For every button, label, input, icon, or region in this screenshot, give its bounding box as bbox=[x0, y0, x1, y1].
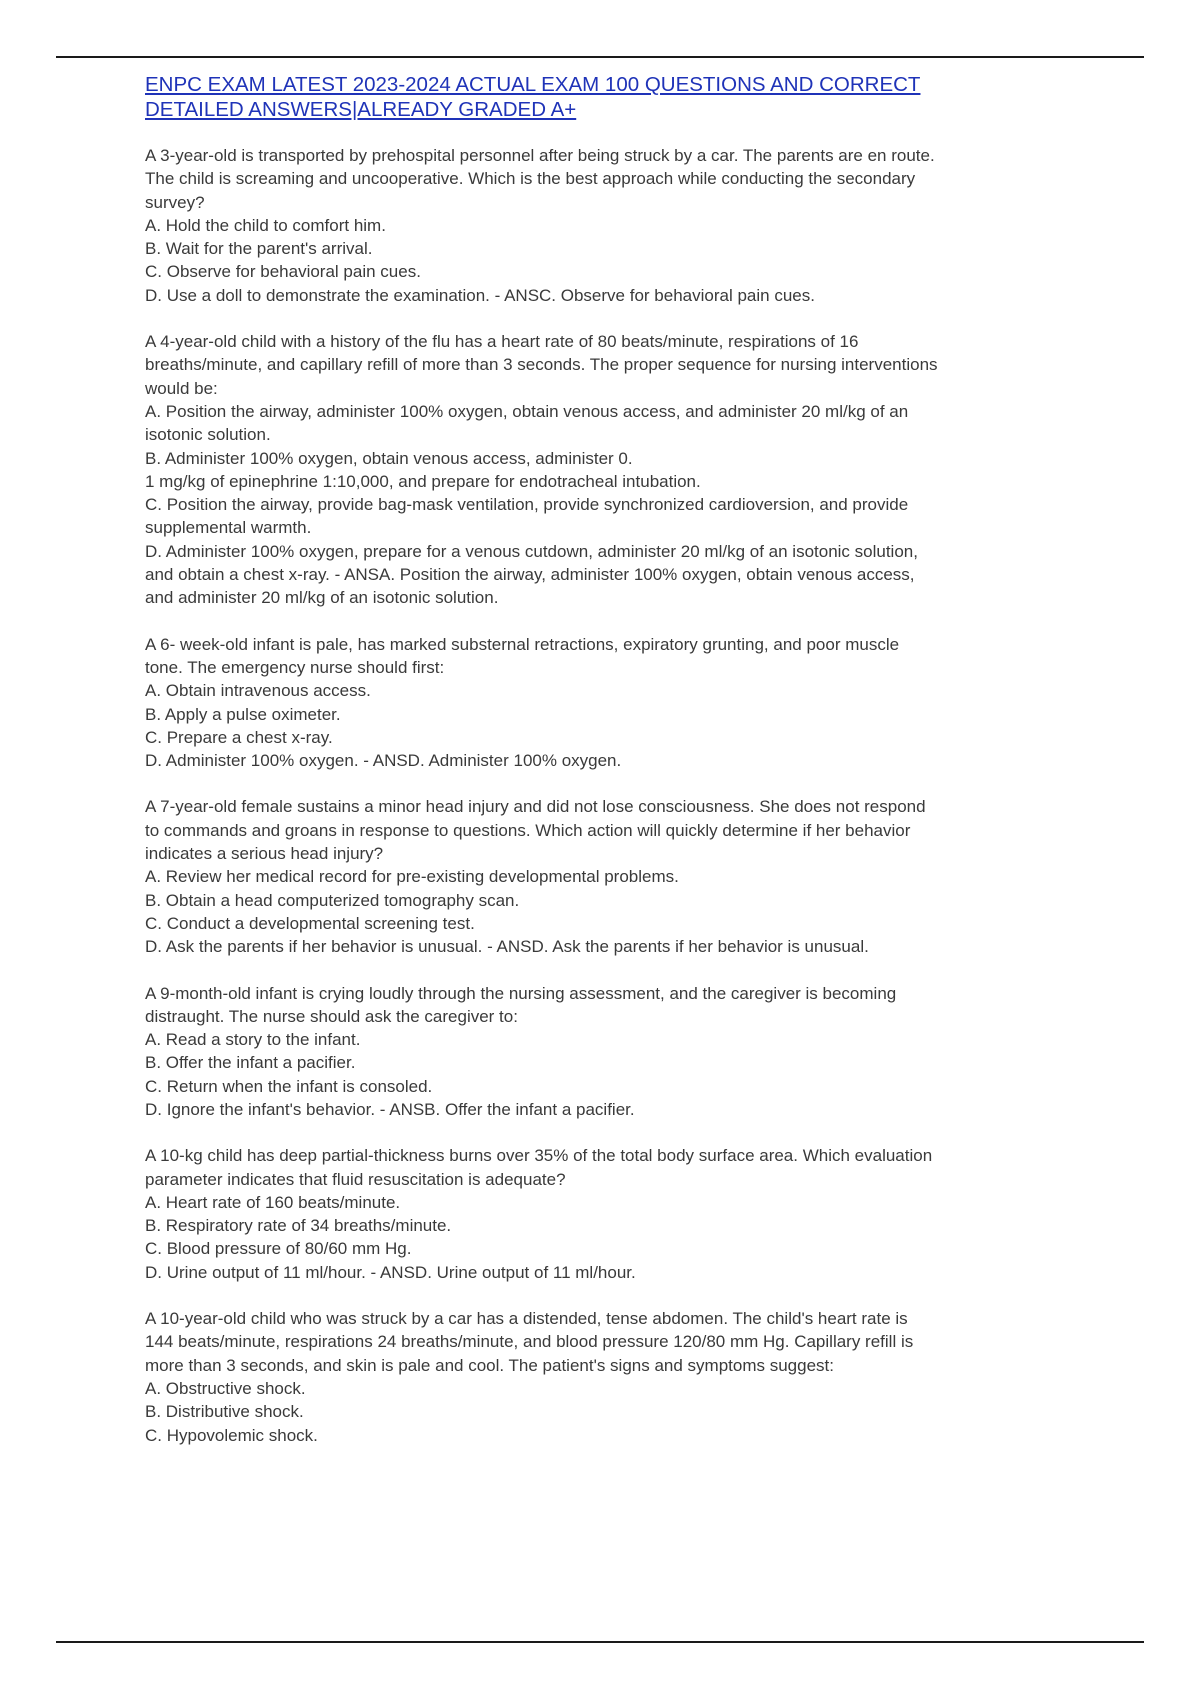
question-text-line: A 10-year-old child who was struck by a car has a distended, tense abdomen. The child's heart rate is bbox=[145, 1309, 908, 1329]
document-title[interactable] bbox=[145, 72, 1095, 122]
question-text-line: D. Administer 100% oxygen, prepare for a venous cutdown, administer 20 ml/kg of an isotonic solution, bbox=[145, 541, 918, 561]
question-text-line: A 3-year-old is transported by prehospital personnel after being struck by a car. The parents are en route. bbox=[145, 146, 935, 165]
question-text-line: D. Administer 100% oxygen. - ANSD. Administer 100% oxygen. bbox=[145, 751, 622, 771]
question-text-line: A. Obstructive shock. bbox=[145, 1378, 306, 1398]
question-text-line: B. Wait for the parent's arrival. bbox=[145, 239, 373, 259]
question-text-line: A. Position the airway, administer 100% oxygen, obtain venous access, and administer 20 ml/kg of an bbox=[145, 401, 909, 421]
question-text-line: more than 3 seconds, and skin is pale and cool. The patient's signs and symptoms suggest: bbox=[145, 1355, 834, 1375]
question-block bbox=[145, 1307, 1095, 1447]
top-rule bbox=[56, 56, 1144, 58]
question-text-line: to commands and groans in response to questions. Which action will quickly determine if her behavior bbox=[145, 820, 911, 840]
question-text-line: isotonic solution. bbox=[145, 425, 271, 445]
question-text-line: breaths/minute, and capillary refill of more than 3 seconds. The proper sequence for nursing interventions bbox=[145, 355, 938, 375]
question-text-line: A 10-kg child has deep partial-thickness burns over 35% of the total body surface area. Which evaluation bbox=[145, 1146, 933, 1166]
question-text-line: D. Urine output of 11 ml/hour. - ANSD. Urine output of 11 ml/hour. bbox=[145, 1262, 636, 1282]
question-text-line: indicates a serious head injury? bbox=[145, 844, 384, 864]
document-body bbox=[145, 72, 1095, 1470]
question-text-line: 1 mg/kg of epinephrine 1:10,000, and prepare for endotracheal intubation. bbox=[145, 471, 701, 491]
question-block bbox=[145, 1144, 1095, 1284]
question-text-line: A. Obtain intravenous access. bbox=[145, 681, 371, 701]
question-text-line: 144 beats/minute, respirations 24 breaths/minute, and blood pressure 120/80 mm Hg. Capillary refill is bbox=[145, 1332, 914, 1352]
question-text-line: A 6- week-old infant is pale, has marked substernal retractions, expiratory grunting, and poor muscle bbox=[145, 634, 900, 654]
question-text-line: B. Respiratory rate of 34 breaths/minute. bbox=[145, 1216, 452, 1236]
question-block bbox=[145, 633, 1095, 773]
question-text-line: C. Prepare a chest x-ray. bbox=[145, 727, 333, 747]
bottom-rule bbox=[56, 1641, 1144, 1643]
question-text-line: B. Distributive shock. bbox=[145, 1402, 304, 1422]
question-text-line: A 7-year-old female sustains a minor head injury and did not lose consciousness. She does not respond bbox=[145, 797, 926, 817]
question-text-line: and obtain a chest x-ray. - ANSA. Position the airway, administer 100% oxygen, obtain venous access, bbox=[145, 565, 915, 585]
question-block bbox=[145, 330, 1095, 610]
question-text-line: supplemental warmth. bbox=[145, 518, 312, 538]
question-text-line: B. Obtain a head computerized tomography scan. bbox=[145, 890, 520, 910]
question-text-line: A. Heart rate of 160 beats/minute. bbox=[145, 1192, 401, 1212]
question-text-line: would be: bbox=[145, 378, 218, 398]
question-text-line: distraught. The nurse should ask the caregiver to: bbox=[145, 1006, 518, 1026]
question-block bbox=[145, 795, 1095, 958]
question-text-line: D. Ask the parents if her behavior is unusual. - ANSD. Ask the parents if her behavior is unusual. bbox=[145, 937, 869, 957]
question-list bbox=[145, 144, 1095, 1447]
question-block bbox=[145, 144, 1095, 307]
question-text-line: survey? bbox=[145, 192, 205, 212]
question-text-line: C. Position the airway, provide bag-mask ventilation, provide synchronized cardioversion, and provide bbox=[145, 495, 909, 515]
question-text-line: C. Hypovolemic shock. bbox=[145, 1425, 318, 1445]
question-text-line: and administer 20 ml/kg of an isotonic solution. bbox=[145, 588, 499, 608]
question-text-line: B. Offer the infant a pacifier. bbox=[145, 1053, 356, 1073]
question-text-line: C. Blood pressure of 80/60 mm Hg. bbox=[145, 1239, 412, 1259]
question-text-line: A. Read a story to the infant. bbox=[145, 1030, 361, 1050]
question-text-line: B. Apply a pulse oximeter. bbox=[145, 704, 341, 724]
question-text-line: C. Conduct a developmental screening test. bbox=[145, 913, 475, 933]
question-text-line: C. Observe for behavioral pain cues. bbox=[145, 262, 421, 282]
title-line: ENPC EXAM LATEST 2023-2024 ACTUAL EXAM 100 QUESTIONS AND CORRECT bbox=[145, 73, 921, 96]
question-text-line: D. Ignore the infant's behavior. - ANSB. Offer the infant a pacifier. bbox=[145, 1099, 635, 1119]
question-text-line: The child is screaming and uncooperative. Which is the best approach while conducting the secondary bbox=[145, 169, 916, 189]
question-text-line: parameter indicates that fluid resuscitation is adequate? bbox=[145, 1169, 566, 1189]
question-text-line: A. Hold the child to comfort him. bbox=[145, 215, 386, 235]
question-text-line: A 4-year-old child with a history of the flu has a heart rate of 80 beats/minute, respirations of 16 bbox=[145, 332, 859, 352]
question-text-line: B. Administer 100% oxygen, obtain venous access, administer 0. bbox=[145, 448, 633, 468]
question-block bbox=[145, 982, 1095, 1122]
question-text-line: A. Review her medical record for pre-existing developmental problems. bbox=[145, 867, 679, 887]
title-line: DETAILED ANSWERS|ALREADY GRADED A+ bbox=[145, 98, 577, 121]
question-text-line: C. Return when the infant is consoled. bbox=[145, 1076, 433, 1096]
question-text-line: A 9-month-old infant is crying loudly through the nursing assessment, and the caregiver is becoming bbox=[145, 983, 897, 1003]
question-text-line: tone. The emergency nurse should first: bbox=[145, 657, 445, 677]
question-text-line: D. Use a doll to demonstrate the examination. - ANSC. Observe for behavioral pain cues. bbox=[145, 285, 815, 305]
